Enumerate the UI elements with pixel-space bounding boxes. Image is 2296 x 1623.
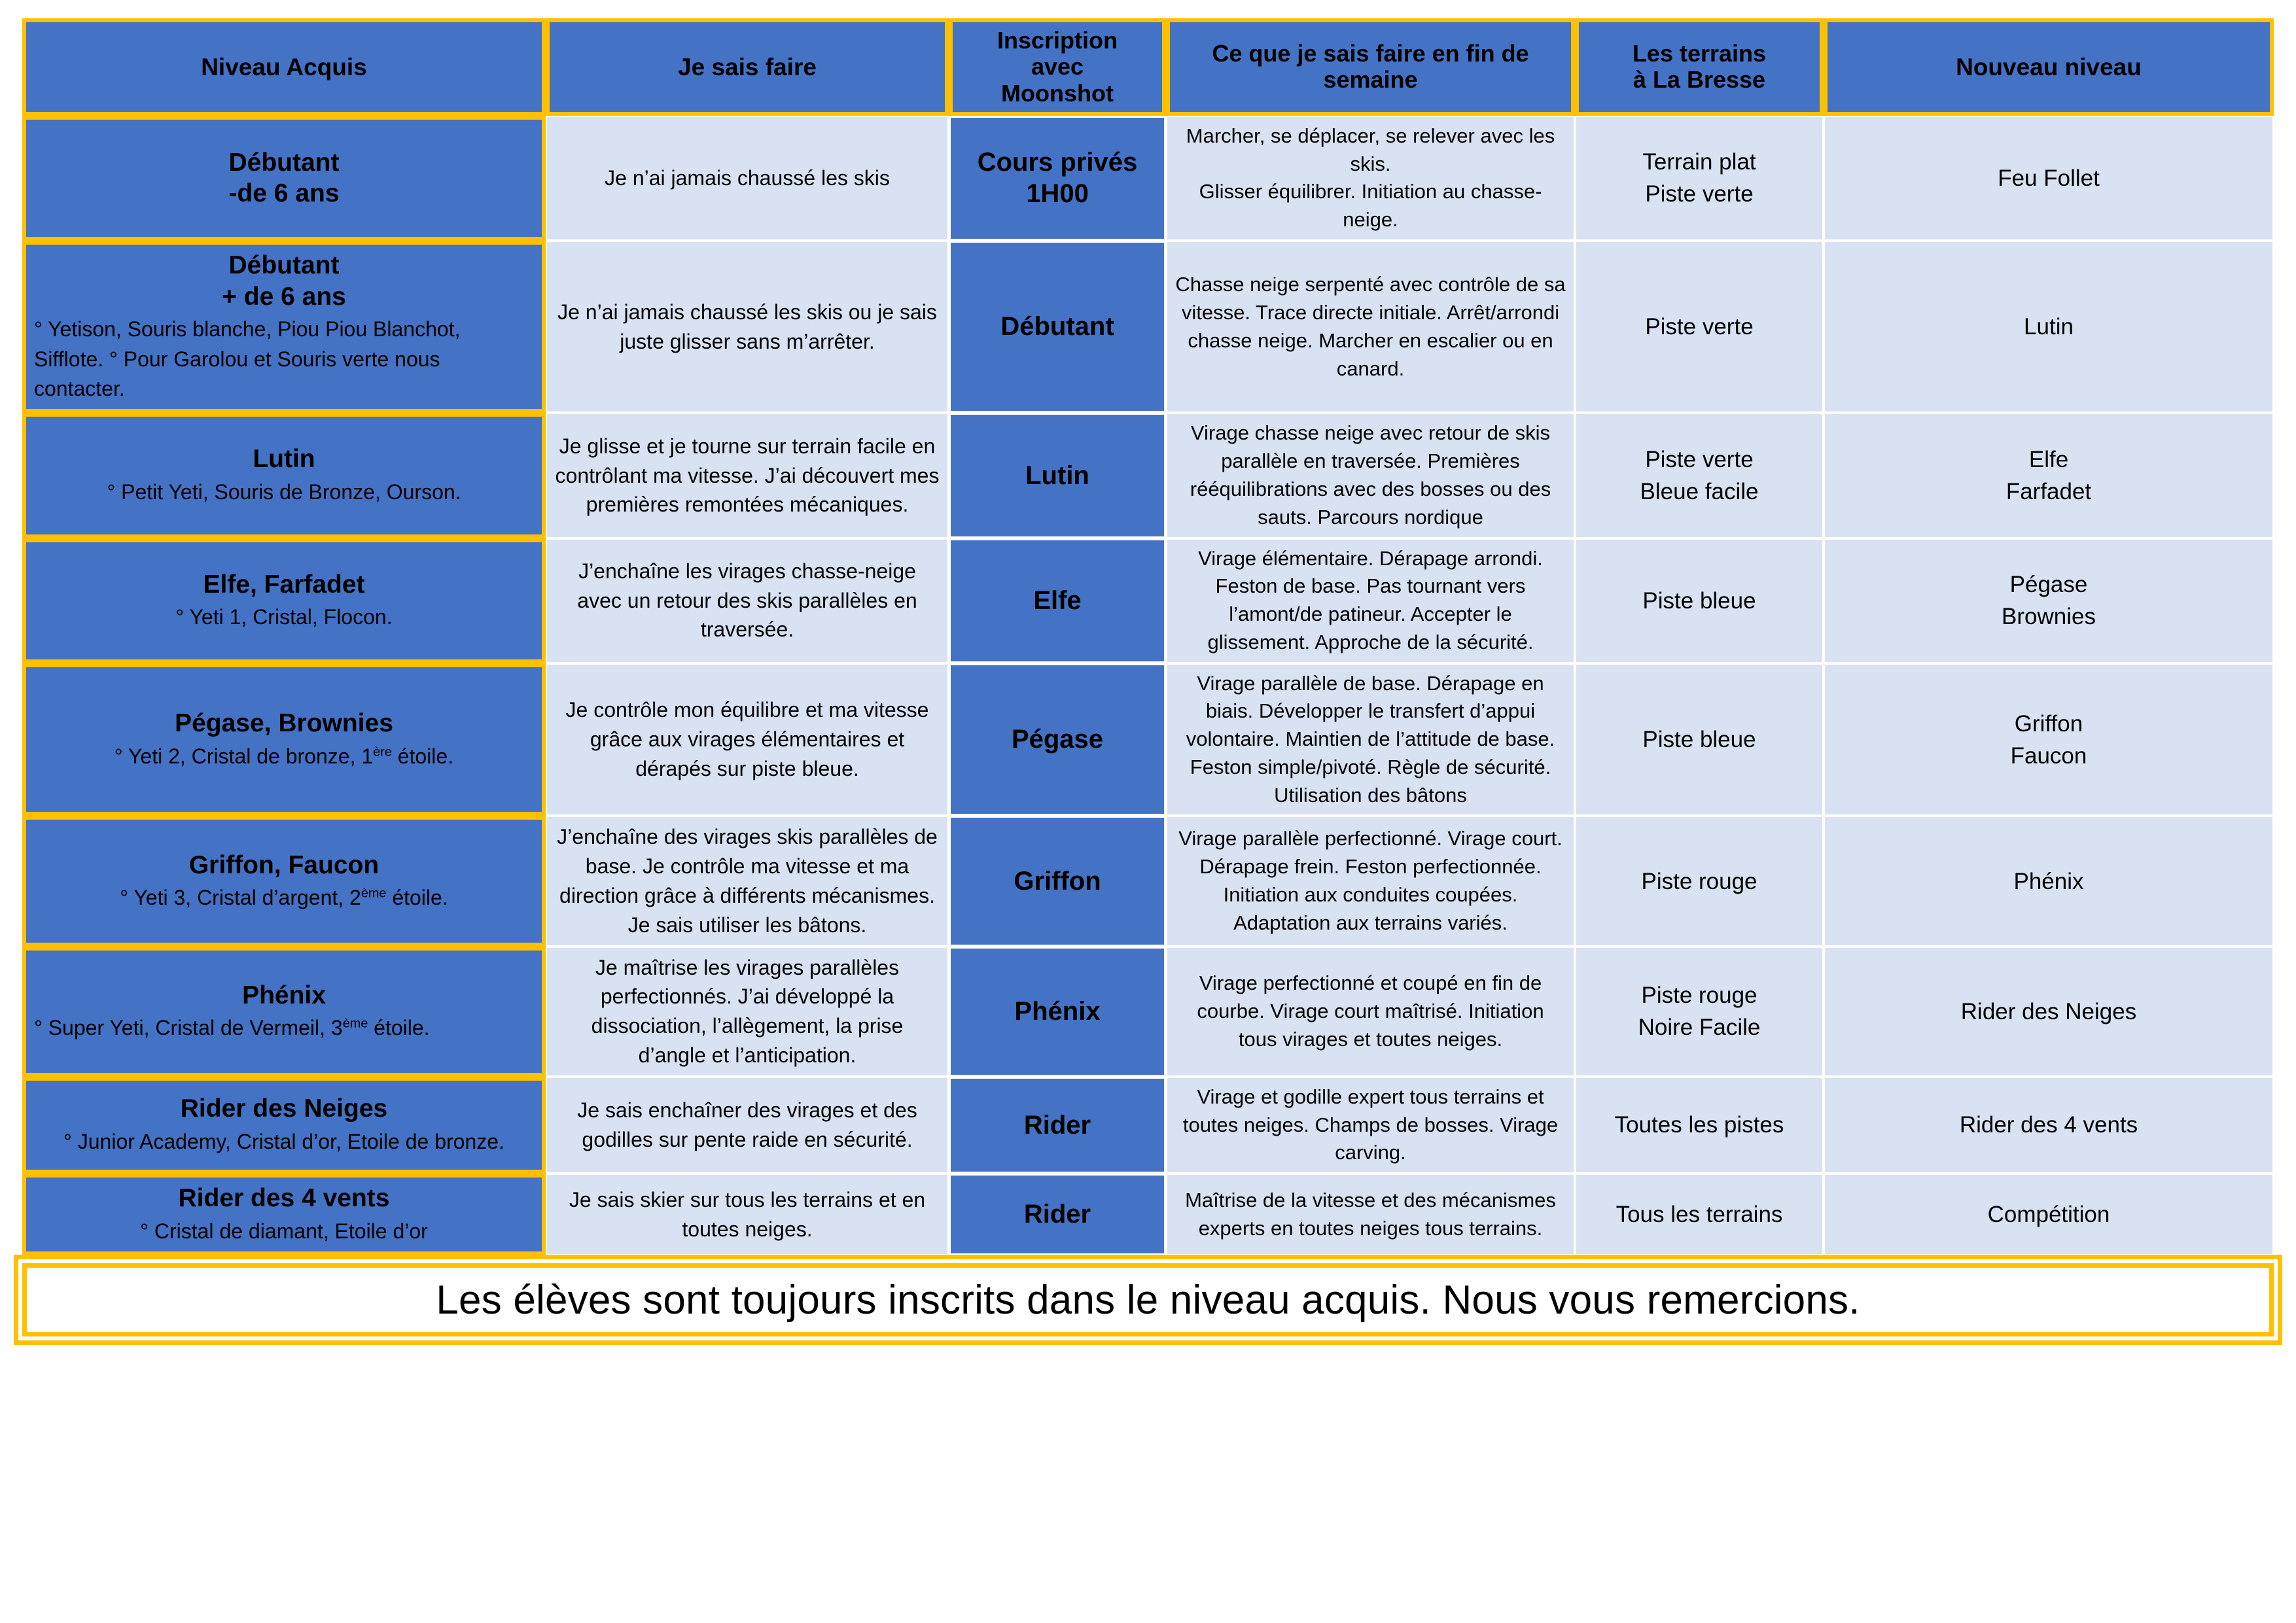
newlevel-line: Pégase	[2009, 572, 2088, 598]
week-line: variés.	[1447, 911, 1508, 934]
fin-semaine-cell	[1166, 947, 1575, 1077]
inscription-line: Cours privés	[977, 147, 1138, 177]
terrain-line: Terrain plat	[1642, 149, 1756, 175]
desc-line: toutes neiges.	[682, 1217, 813, 1241]
desc-line: remontées mécaniques.	[684, 493, 909, 517]
ski-levels-table	[22, 18, 2274, 1255]
week-line: Arrêt/arrondi chasse neige. Marcher	[1188, 300, 1560, 352]
level-subtitle: ° Petit Yeti, Souris de Bronze, Ourson.	[107, 480, 461, 504]
level-title-line: Débutant	[228, 251, 340, 279]
fin-semaine-cell	[1166, 816, 1575, 946]
column-header-niveau-acquis: Niveau Acquis	[22, 18, 546, 116]
week-line: l’amont/de patineur. Accepter le	[1229, 602, 1512, 626]
desc-line: traversée.	[700, 618, 794, 642]
header-line-2: avec	[1031, 53, 1084, 80]
terrain-line: Piste verte	[1645, 447, 1754, 472]
column-header-inscription-moonshot	[949, 18, 1166, 116]
week-line: Chasse neige serpenté avec contrôle	[1175, 273, 1511, 296]
level-subtitle: ° Super Yeti, Cristal de Vermeil, 3ème étoile.	[34, 1016, 430, 1040]
level-title: Pégase, Brownies	[175, 709, 393, 737]
level-cell	[22, 538, 546, 663]
terrains-cell: Piste bleue	[1575, 663, 1824, 816]
level-title	[34, 147, 534, 209]
level-subtitle: ° Cristal de diamant, Etoile d’or	[140, 1219, 428, 1243]
level-title	[34, 250, 534, 312]
terrains-cell	[1575, 413, 1824, 538]
week-line: court. Dérapage frein. Feston	[1199, 827, 1563, 879]
inscription-cell: Lutin	[949, 413, 1166, 538]
week-line: neige.	[1343, 208, 1398, 232]
inscription-cell: Rider	[949, 1174, 1166, 1255]
inscription-cell	[949, 116, 1166, 241]
week-line: volontaire. Maintien de l’attitude de	[1186, 727, 1500, 751]
terrain-line: Piste rouge	[1641, 983, 1757, 1009]
table-row	[22, 241, 2274, 413]
week-line: tous virages et toutes neiges.	[1238, 1027, 1503, 1051]
table-row	[22, 947, 2274, 1077]
week-line: parallèle en traversée.	[1221, 449, 1422, 473]
level-subtitle: ° Yeti 2, Cristal de bronze, 1ère étoile.	[114, 744, 454, 768]
fin-semaine-cell	[1166, 241, 1575, 413]
desc-line: élémentaires et dérapés sur piste	[635, 727, 905, 780]
week-line: bosses ou des sauts. Parcours nordique	[1258, 478, 1551, 529]
nouveau-niveau-cell	[1824, 538, 2274, 663]
table-row	[22, 413, 2274, 538]
terrains-cell	[1575, 947, 1824, 1077]
level-title: Elfe, Farfadet	[203, 570, 365, 599]
level-cell	[22, 1077, 546, 1174]
level-subtitle: ° Yeti 3, Cristal d’argent, 2ème étoile.	[120, 886, 448, 910]
je-sais-faire-cell: Je n’ai jamais chaussé les skis ou je sais juste glisser sans m’arrêter.	[546, 241, 949, 413]
level-cell	[22, 413, 546, 538]
desc-line: direction grâce à différents	[559, 884, 806, 908]
nouveau-niveau-cell: Compétition	[1824, 1174, 2274, 1255]
level-title-line: Débutant	[228, 148, 340, 177]
week-line: biais. Développer le transfert d’appui	[1205, 699, 1536, 723]
je-sais-faire-cell	[546, 1077, 949, 1174]
level-sub-line: contacter.	[34, 377, 125, 401]
nouveau-niveau-cell: Rider des 4 vents	[1824, 1077, 2274, 1174]
level-sub-line: Blanchot, Sifflote.	[34, 317, 461, 371]
level-title-line: + de 6 ans	[222, 282, 346, 311]
week-line: de sa vitesse. Trace directe initiale.	[1181, 273, 1566, 324]
fin-semaine-cell	[1166, 663, 1575, 816]
week-line: courbe. Virage court maîtrisé. Initiation	[1197, 999, 1544, 1022]
week-line: Virage parallèle de base. Dérapage en	[1197, 671, 1544, 695]
desc-line: vitesse grâce aux virages	[590, 698, 929, 752]
inscription-cell: Pégase	[949, 663, 1166, 816]
je-sais-faire-cell	[546, 663, 949, 816]
table-row	[22, 1077, 2274, 1174]
fin-semaine-cell	[1166, 1174, 1575, 1255]
week-line: Virage et godille expert tous terrains et	[1197, 1085, 1544, 1108]
week-line: les skis.	[1350, 124, 1555, 175]
header-line-2: semaine	[1323, 66, 1418, 94]
level-cell	[22, 116, 546, 241]
je-sais-faire-cell	[546, 816, 949, 946]
week-line: en escalier ou en canard.	[1336, 328, 1553, 380]
inscription-line: 1H00	[1026, 179, 1089, 209]
week-line: Marcher, se déplacer, se relever avec	[1186, 124, 1523, 147]
level-subtitle: ° Yeti 1, Cristal, Flocon.	[175, 605, 393, 629]
fin-semaine-cell	[1166, 1077, 1575, 1174]
terrain-line: Noire Facile	[1638, 1015, 1761, 1041]
fin-semaine-cell	[1166, 538, 1575, 663]
nouveau-niveau-cell: Rider des Neiges	[1824, 947, 2274, 1077]
week-line: base. Feston simple/pivoté. Règle de	[1190, 727, 1555, 778]
desc-line: J’enchaîne les virages chasse-neige	[578, 559, 916, 583]
header-line-2: à La Bresse	[1633, 66, 1766, 94]
desc-line: Je contrôle mon équilibre et ma	[565, 698, 858, 722]
table-row	[22, 538, 2274, 663]
desc-line: godilles sur pente raide en sécurité.	[582, 1127, 913, 1151]
level-cell	[22, 241, 546, 413]
newlevel-line: Griffon	[2014, 710, 2083, 737]
terrains-cell: Toutes les pistes	[1575, 1077, 1824, 1174]
week-line: coupées. Adaptation aux terrains	[1233, 883, 1518, 934]
level-cell	[22, 947, 546, 1077]
inscription-cell: Griffon	[949, 816, 1166, 946]
terrains-cell: Tous les terrains	[1575, 1174, 1824, 1255]
column-header-je-sais-faire: Je sais faire	[546, 18, 949, 116]
table-row	[22, 1174, 2274, 1255]
week-line: Virage parallèle perfectionné. Virage	[1178, 827, 1506, 850]
je-sais-faire-cell: Je n’ai jamais chaussé les skis	[546, 116, 949, 241]
header-line-1: Ce que je sais faire en fin de	[1212, 40, 1529, 67]
je-sais-faire-cell	[546, 538, 949, 663]
week-line: Maîtrise de la vitesse et des	[1185, 1188, 1437, 1212]
level-cell	[22, 663, 546, 816]
week-line: Virage perfectionné et coupé en fin de	[1199, 971, 1542, 995]
week-line: Glisser équilibrer. Initiation au chasse-	[1199, 180, 1542, 203]
desc-line: de base. Je contrôle ma vitesse et ma	[585, 825, 938, 879]
column-header-terrains-la-bresse	[1575, 18, 1824, 116]
desc-line: en contrôlant ma vitesse.	[555, 434, 936, 487]
week-line: Premières rééquilibrations avec des	[1190, 449, 1520, 500]
column-header-nouveau-niveau: Nouveau niveau	[1824, 18, 2274, 116]
fin-semaine-cell	[1166, 116, 1575, 241]
week-line: Virage élémentaire. Dérapage arrondi.	[1198, 546, 1543, 570]
level-title: Rider des 4 vents	[178, 1184, 390, 1213]
table-row	[22, 816, 2274, 946]
desc-line: dissociation, l’allègement, la prise	[591, 1014, 904, 1038]
desc-line: Je glisse et je tourne sur terrain facile	[559, 434, 906, 458]
table-header-row	[22, 18, 2274, 116]
desc-line: perfectionnés. J’ai développé la	[600, 985, 894, 1009]
header-line-1: Les terrains	[1632, 40, 1767, 67]
desc-line: mécanismes.	[811, 884, 935, 908]
terrain-line: Piste verte	[1645, 181, 1754, 207]
week-line: tous terrains.	[1425, 1216, 1543, 1240]
inscription-cell: Débutant	[949, 241, 1166, 413]
level-sub-line: ° Yetison, Souris blanche, Piou Piou	[34, 317, 368, 341]
week-line: perfectionnée. Initiation aux conduites	[1223, 855, 1542, 907]
level-subtitle: ° Junior Academy, Cristal d’or, Etoile de bronze.	[63, 1130, 504, 1154]
desc-line: Je maîtrise les virages parallèles	[595, 955, 900, 979]
newlevel-line: Brownies	[2002, 604, 2096, 630]
nouveau-niveau-cell: Phénix	[1824, 816, 2274, 946]
level-cell	[22, 816, 546, 946]
week-line: Virage carving.	[1335, 1113, 1559, 1164]
desc-line: J’enchaîne des virages skis parallèles	[557, 825, 909, 849]
nouveau-niveau-cell	[1824, 663, 2274, 816]
week-line: glissement. Approche de la sécurité.	[1207, 630, 1534, 654]
footer-notice-text: Les élèves sont toujours inscrits dans le niveau acquis. Nous vous remercions.	[436, 1277, 1860, 1323]
terrains-cell: Piste bleue	[1575, 538, 1824, 663]
week-line: mécanismes experts en toutes neiges	[1198, 1188, 1556, 1240]
inscription-cell: Elfe	[949, 538, 1166, 663]
header-line-1: Inscription	[997, 27, 1118, 54]
je-sais-faire-cell	[546, 413, 949, 538]
nouveau-niveau-cell: Lutin	[1824, 241, 2274, 413]
desc-line: J’ai découvert mes premières	[586, 463, 940, 517]
desc-line: d’angle et l’anticipation.	[638, 1043, 857, 1067]
footer-notice-banner	[22, 1263, 2274, 1336]
level-title: Griffon, Faucon	[188, 850, 380, 879]
table-row	[22, 116, 2274, 241]
newlevel-line: Elfe	[2028, 447, 2069, 472]
column-header-fin-de-semaine	[1166, 18, 1575, 116]
week-line: Feston de base. Pas tournant vers	[1215, 574, 1526, 598]
fin-semaine-cell	[1166, 413, 1575, 538]
level-sub-line: ° Pour Garolou et Souris verte nous	[109, 347, 440, 371]
terrain-line: Bleue facile	[1640, 479, 1759, 504]
nouveau-niveau-cell: Feu Follet	[1824, 116, 2274, 241]
desc-line: Je sais utiliser les bâtons.	[627, 913, 867, 937]
week-line: Virage chasse neige avec retour de skis	[1190, 421, 1551, 445]
desc-line: Je sais skier sur tous les terrains et en	[569, 1187, 926, 1212]
newlevel-line: Farfadet	[2005, 479, 2092, 504]
week-line: sécurité. Utilisation des bâtons	[1274, 755, 1551, 807]
terrains-cell: Piste verte	[1575, 241, 1824, 413]
terrains-cell: Piste rouge	[1575, 816, 1824, 946]
week-line: toutes neiges. Champs de bosses.	[1182, 1113, 1494, 1136]
nouveau-niveau-cell	[1824, 413, 2274, 538]
level-title: Phénix	[242, 981, 326, 1009]
je-sais-faire-cell	[546, 947, 949, 1077]
level-subtitle	[34, 315, 534, 404]
desc-line: avec un retour des skis parallèles en	[577, 588, 917, 612]
desc-line: bleue.	[802, 756, 859, 780]
table-body	[22, 116, 2274, 1255]
inscription-cell: Rider	[949, 1077, 1166, 1174]
table-row	[22, 663, 2274, 816]
level-title: Rider des Neiges	[180, 1094, 388, 1123]
level-title: Lutin	[253, 445, 315, 474]
header-line-3: Moonshot	[1001, 79, 1114, 107]
desc-line: Je sais enchaîner des virages et des	[577, 1098, 917, 1123]
level-cell	[22, 1174, 546, 1255]
level-title-line: -de 6 ans	[228, 179, 340, 208]
inscription-cell: Phénix	[949, 947, 1166, 1077]
je-sais-faire-cell	[546, 1174, 949, 1255]
newlevel-line: Faucon	[2010, 742, 2087, 769]
terrains-cell	[1575, 116, 1824, 241]
